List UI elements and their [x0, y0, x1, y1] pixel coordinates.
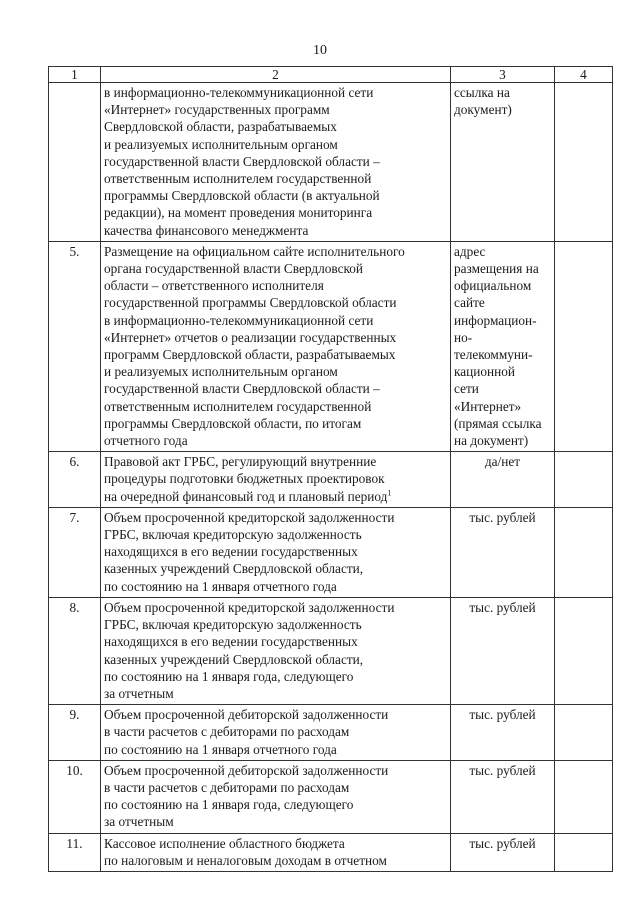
table-row [49, 760, 613, 833]
value-cell [555, 760, 613, 833]
unit-cell: ссылка на документ) [451, 83, 555, 242]
value-cell [555, 597, 613, 704]
table-row [49, 452, 613, 508]
row-number: 11. [49, 833, 101, 871]
indicator-text-body: Правовой акт ГРБС, регулирующий внутренние процедуры подготовки бюджетных проектировок на очередной финансовый год и плановый период [104, 454, 388, 504]
column-header-4: 4 [555, 67, 613, 83]
page-number: 10 [313, 43, 327, 58]
unit-cell: тыс. рублей [451, 507, 555, 597]
value-cell [555, 833, 613, 871]
column-header-1: 1 [49, 67, 101, 83]
unit-cell: тыс. рублей [451, 760, 555, 833]
column-header-3: 3 [451, 67, 555, 83]
table-row [49, 597, 613, 704]
indicator-text: Размещение на официальном сайте исполнительного органа государственной власти Свердловской области – ответственного исполнителя государственной программы Свердловской области в информационно-телекоммуникационной сети «Интернет» отчетов о реализации государственных программ Свердловской области, разрабатываемых и реализуемых исполнительным органом государственной власти Свердловской области – ответственным исполнителем государственной программы Свердловской области, по итогам отчетного года [101, 241, 451, 451]
value-cell [555, 452, 613, 508]
row-number [49, 83, 101, 242]
row-number: 6. [49, 452, 101, 508]
value-cell [555, 83, 613, 242]
row-number: 7. [49, 507, 101, 597]
value-cell [555, 241, 613, 451]
indicators-table [48, 66, 613, 872]
table-row [49, 241, 613, 451]
unit-cell: адрес размещения на официальном сайте информацион- но- телекоммуни- кационной сети «Интернет» (прямая ссылка на документ) [451, 241, 555, 451]
table-header-row [49, 67, 613, 83]
indicator-text [101, 452, 451, 508]
indicator-text: Объем просроченной дебиторской задолженности в части расчетов с дебиторами по расходам по состоянию на 1 января отчетного года [101, 705, 451, 761]
indicator-text: Кассовое исполнение областного бюджета по налоговым и неналоговым доходам в отчетном [101, 833, 451, 871]
unit-cell: да/нет [451, 452, 555, 508]
footnote-marker: 1 [387, 488, 392, 498]
table-row [49, 705, 613, 761]
value-cell [555, 507, 613, 597]
indicator-text: Объем просроченной кредиторской задолженности ГРБС, включая кредиторскую задолженность находящихся в его ведении государственных казенных учреждений Свердловской области, по состоянию на 1 января года, следующего за отчетным [101, 597, 451, 704]
table-row [49, 83, 613, 242]
indicator-text: Объем просроченной дебиторской задолженности в части расчетов с дебиторами по расходам по состоянию на 1 января года, следующего за отчетным [101, 760, 451, 833]
row-number: 9. [49, 705, 101, 761]
unit-cell: тыс. рублей [451, 705, 555, 761]
row-number: 10. [49, 760, 101, 833]
indicator-text: в информационно-телекоммуникационной сети «Интернет» государственных программ Свердловской области, разрабатываемых и реализуемых исполнительным органом государственной власти Свердловской области – ответственным исполнителем государственной программы Свердловской области (в актуальной редакции), на момент проведения мониторинга качества финансового менеджмента [101, 83, 451, 242]
value-cell [555, 705, 613, 761]
indicator-text: Объем просроченной кредиторской задолженности ГРБС, включая кредиторскую задолженность находящихся в его ведении государственных казенных учреждений Свердловской области, по состоянию на 1 января отчетного года [101, 507, 451, 597]
row-number: 5. [49, 241, 101, 451]
table-row [49, 507, 613, 597]
table-row [49, 833, 613, 871]
row-number: 8. [49, 597, 101, 704]
unit-cell: тыс. рублей [451, 833, 555, 871]
unit-cell: тыс. рублей [451, 597, 555, 704]
column-header-2: 2 [101, 67, 451, 83]
